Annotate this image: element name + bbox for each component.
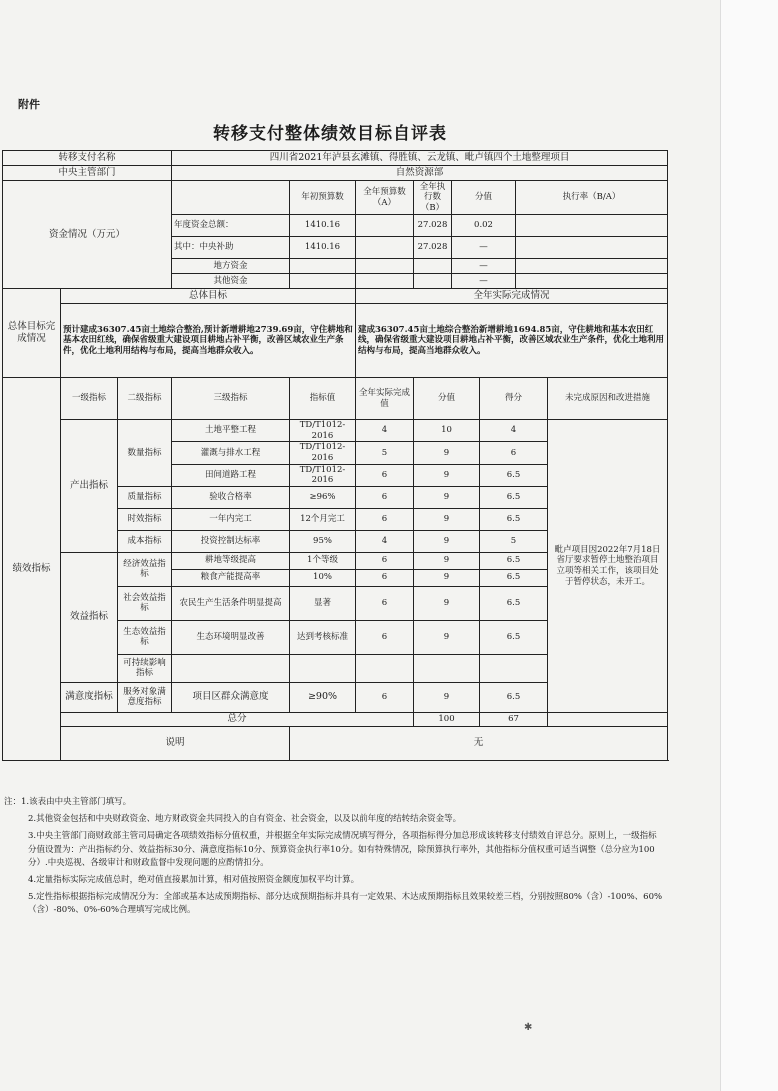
perf-actual: 4 bbox=[356, 420, 414, 442]
sustain-label: 可持续影响指标 bbox=[118, 654, 172, 682]
perf-actual: 6 bbox=[356, 620, 414, 654]
fund-rate bbox=[516, 237, 668, 259]
perf-l3: 田间道路工程 bbox=[172, 464, 290, 486]
fund-name: 其中：中央补助 bbox=[172, 237, 290, 259]
fund-b: 27.028 bbox=[414, 237, 452, 259]
h-score-val: 分值 bbox=[414, 378, 480, 420]
perf-actual: 5 bbox=[356, 442, 414, 464]
fund-budget: 1410.16 bbox=[290, 215, 356, 237]
perf-actual: 6 bbox=[356, 486, 414, 508]
fund-b bbox=[414, 274, 452, 289]
col-b-label: 全年执行数 bbox=[419, 181, 446, 203]
perf-actual bbox=[356, 654, 414, 682]
perf-score: 6.5 bbox=[480, 620, 548, 654]
fund-budget: 1410.16 bbox=[290, 237, 356, 259]
funds-label: 资金情况（万元） bbox=[3, 181, 172, 289]
total-row bbox=[3, 712, 668, 726]
perf-l3: 粮食产能提高率 bbox=[172, 569, 290, 586]
perf-score-val: 9 bbox=[414, 508, 480, 530]
dept-value: 自然资源部 bbox=[172, 166, 668, 181]
perf-l3: 投资控制达标率 bbox=[172, 530, 290, 552]
col-budget: 年初预算数 bbox=[290, 181, 356, 215]
perf-actual: 6 bbox=[356, 682, 414, 712]
fund-a bbox=[356, 259, 414, 274]
perf-val: ≥96% bbox=[290, 486, 356, 508]
col-rate: 执行率（B/A） bbox=[516, 181, 668, 215]
perf-val: 12个月完工 bbox=[290, 508, 356, 530]
attachment-label: 附件 bbox=[18, 98, 40, 111]
perf-score: 4 bbox=[480, 420, 548, 442]
goals-header-row bbox=[3, 289, 668, 304]
perf-val: 10% bbox=[290, 569, 356, 586]
benefit-label: 效益指标 bbox=[61, 552, 118, 682]
perf-score-val bbox=[414, 654, 480, 682]
perf-label: 绩效指标 bbox=[3, 378, 61, 761]
fund-score-val: — bbox=[452, 237, 516, 259]
quantity-label: 数量指标 bbox=[118, 420, 172, 487]
perf-actual: 4 bbox=[356, 530, 414, 552]
perf-val: 达到考核标准 bbox=[290, 620, 356, 654]
fund-budget bbox=[290, 274, 356, 289]
fund-name: 地方资金 bbox=[172, 259, 290, 274]
fund-b: 27.028 bbox=[414, 215, 452, 237]
evaluation-table bbox=[2, 150, 668, 761]
perf-l3: 生态环境明显改善 bbox=[172, 620, 290, 654]
project-value: 四川省2021年泸县玄滩镇、得胜镇、云龙镇、毗卢镇四个土地整理项目 bbox=[172, 151, 668, 166]
perf-val: TD/T1012-2016 bbox=[290, 464, 356, 486]
perf-score-val: 9 bbox=[414, 552, 480, 569]
note-item: 3.中央主管部门商财政部主管司局确定各项绩效指标分值权重，并根据全年实际完成情况填写得分，各项指标得分加总形成该转移支付绩效自评总分。原则上，一级指标分值设置为：产出指标约分、效益指标30分、满意度指标10分、预算资金执行率10分。如有特殊情况，除预算执行率外，其他指标分值权重可适当调整（总分应为100分）.中央巡视、各级审计和财政监督中发现问题的应酌情扣分。 bbox=[28, 831, 657, 868]
goals-actual-header: 全年实际完成情况 bbox=[356, 289, 668, 304]
perf-score: 6.5 bbox=[480, 486, 548, 508]
funds-name-header bbox=[172, 181, 290, 215]
perf-l3 bbox=[172, 654, 290, 682]
perf-score: 5 bbox=[480, 530, 548, 552]
fund-rate bbox=[516, 274, 668, 289]
fund-b bbox=[414, 259, 452, 274]
dept-label: 中央主管部门 bbox=[3, 166, 172, 181]
remark-value: 无 bbox=[290, 726, 668, 760]
time-label: 时效指标 bbox=[118, 508, 172, 530]
perf-actual: 6 bbox=[356, 508, 414, 530]
perf-score-val: 10 bbox=[414, 420, 480, 442]
fund-name: 其他资金 bbox=[172, 274, 290, 289]
scan-speck: ✱ bbox=[524, 1022, 533, 1033]
h-val: 指标值 bbox=[290, 378, 356, 420]
fund-score-val: — bbox=[452, 274, 516, 289]
perf-l3: 项目区群众满意度 bbox=[172, 682, 290, 712]
perf-val: 95% bbox=[290, 530, 356, 552]
service-label: 服务对象满意度指标 bbox=[118, 682, 172, 712]
note-item: 5.定性指标根据指标完成情况分为：全部或基本达成预期指标、部分达成预期指标并具有一定效果、木达成预期指标且效果较差三档，分别按照80%（含）-100%、60%（含）-80%、0%-60%合理填写完成比例。 bbox=[28, 892, 663, 916]
perf-actual: 6 bbox=[356, 586, 414, 620]
output-label: 产出指标 bbox=[61, 420, 118, 553]
fund-rate bbox=[516, 259, 668, 274]
fund-score-val: — bbox=[452, 259, 516, 274]
col-a bbox=[356, 181, 414, 215]
col-a-label: 全年预算数 bbox=[363, 186, 406, 197]
perf-l3: 灌溉与排水工程 bbox=[172, 442, 290, 464]
h-l3: 三级指标 bbox=[172, 378, 290, 420]
fund-budget bbox=[290, 259, 356, 274]
fund-name: 年度资金总额： bbox=[172, 215, 290, 237]
econ-label: 经济效益指标 bbox=[118, 552, 172, 586]
h-reason: 未完成原因和改进措施 bbox=[548, 378, 668, 420]
h-actual: 全年实际完成值 bbox=[356, 378, 414, 420]
perf-score: 6.5 bbox=[480, 586, 548, 620]
perf-score-val: 9 bbox=[414, 682, 480, 712]
perf-l3: 耕地等级提高 bbox=[172, 552, 290, 569]
col-b-sub: （B） bbox=[420, 202, 445, 213]
fund-score-val: 0.02 bbox=[452, 215, 516, 237]
cost-label: 成本指标 bbox=[118, 530, 172, 552]
total-score: 67 bbox=[480, 712, 548, 726]
satisfaction-label: 满意度指标 bbox=[61, 682, 118, 712]
reason-text: 毗卢项目因2022年7月18日省厅要求暂停土地整治项目立项等相关工作，该项目处于暂停状态，未开工。 bbox=[548, 420, 668, 713]
total-label: 总分 bbox=[61, 712, 414, 726]
perf-score: 6.5 bbox=[480, 508, 548, 530]
perf-score: 6.5 bbox=[480, 682, 548, 712]
perf-val: 1个等级 bbox=[290, 552, 356, 569]
perf-val bbox=[290, 654, 356, 682]
fund-rate bbox=[516, 215, 668, 237]
fund-a bbox=[356, 274, 414, 289]
perf-score-val: 9 bbox=[414, 530, 480, 552]
perf-score: 6.5 bbox=[480, 569, 548, 586]
perf-actual: 6 bbox=[356, 569, 414, 586]
perf-score-val: 9 bbox=[414, 569, 480, 586]
social-label: 社会效益指标 bbox=[118, 586, 172, 620]
perf-score-val: 9 bbox=[414, 464, 480, 486]
goals-target-text: 预计建成36307.45亩土地综合整治,预计新增耕地2739.69亩，守住耕地和基本农田红线，确保省级重大建设项目耕地占补平衡，改善区域农业生产条件，优化土地利用结构与布局，提高当地群众收入。 bbox=[61, 304, 356, 378]
notes-section bbox=[4, 796, 664, 921]
total-reason bbox=[548, 712, 668, 726]
quality-label: 质量指标 bbox=[118, 486, 172, 508]
goals-label: 总体目标完成情况 bbox=[3, 289, 61, 378]
dept-row bbox=[3, 166, 668, 181]
h-l2: 二级指标 bbox=[118, 378, 172, 420]
perf-score-val: 9 bbox=[414, 586, 480, 620]
perf-score-val: 9 bbox=[414, 442, 480, 464]
funds-header-row bbox=[3, 181, 668, 215]
project-row bbox=[3, 151, 668, 166]
remark-label: 说明 bbox=[61, 726, 290, 760]
note-item: 2.其他资金包括和中央财政资金、地方财政资金共同投入的自有资金、社会资金，以及以前年度的结转结余资金等。 bbox=[28, 814, 462, 825]
perf-actual: 6 bbox=[356, 464, 414, 486]
goals-actual-text: 建成36307.45亩土地综合整治新增耕地1694.85亩，守住耕地和基本农田红线，确保省级重大建设项目耕地占补平衡，改善区域农业生产条件，优化土地利用结构与布局，提高当地群众收入。 bbox=[356, 304, 668, 378]
perf-header-row bbox=[3, 378, 668, 420]
perf-val: 显著 bbox=[290, 586, 356, 620]
h-l1: 一级指标 bbox=[61, 378, 118, 420]
perf-score: 6.5 bbox=[480, 552, 548, 569]
perf-score-val: 9 bbox=[414, 486, 480, 508]
perf-row bbox=[3, 420, 668, 442]
perf-val: TD/T1012-2016 bbox=[290, 442, 356, 464]
project-label: 转移支付名称 bbox=[3, 151, 172, 166]
perf-score-val: 9 bbox=[414, 620, 480, 654]
page-title: 转移支付整体绩效目标自评表 bbox=[213, 124, 447, 144]
col-b bbox=[414, 181, 452, 215]
perf-score: 6.5 bbox=[480, 464, 548, 486]
fund-a bbox=[356, 215, 414, 237]
remark-row bbox=[3, 726, 668, 760]
note-item: 4.定量指标实际完成值总时，绝对值直接累加计算，相对值按照资金额度加权平均计算。 bbox=[28, 874, 360, 885]
perf-l3: 验收合格率 bbox=[172, 486, 290, 508]
eco-label: 生态效益指标 bbox=[118, 620, 172, 654]
perf-val: ≥90% bbox=[290, 682, 356, 712]
col-a-sub: （A） bbox=[372, 197, 397, 208]
perf-score bbox=[480, 654, 548, 682]
goals-target-header: 总体目标 bbox=[61, 289, 356, 304]
col-score-val: 分值 bbox=[452, 181, 516, 215]
perf-l3: 农民生产生活条件明显提高 bbox=[172, 586, 290, 620]
goals-text-row bbox=[3, 304, 668, 378]
perf-l3: 土地平整工程 bbox=[172, 420, 290, 442]
note-item: 注：1.该表由中央主管部门填写。 bbox=[4, 797, 132, 807]
perf-l3: 一年内完工 bbox=[172, 508, 290, 530]
total-score-val: 100 bbox=[414, 712, 480, 726]
perf-val: TD/T1012-2016 bbox=[290, 420, 356, 442]
h-score: 得分 bbox=[480, 378, 548, 420]
fund-a bbox=[356, 237, 414, 259]
scan-edge bbox=[720, 0, 778, 1091]
perf-score: 6 bbox=[480, 442, 548, 464]
perf-actual: 6 bbox=[356, 552, 414, 569]
